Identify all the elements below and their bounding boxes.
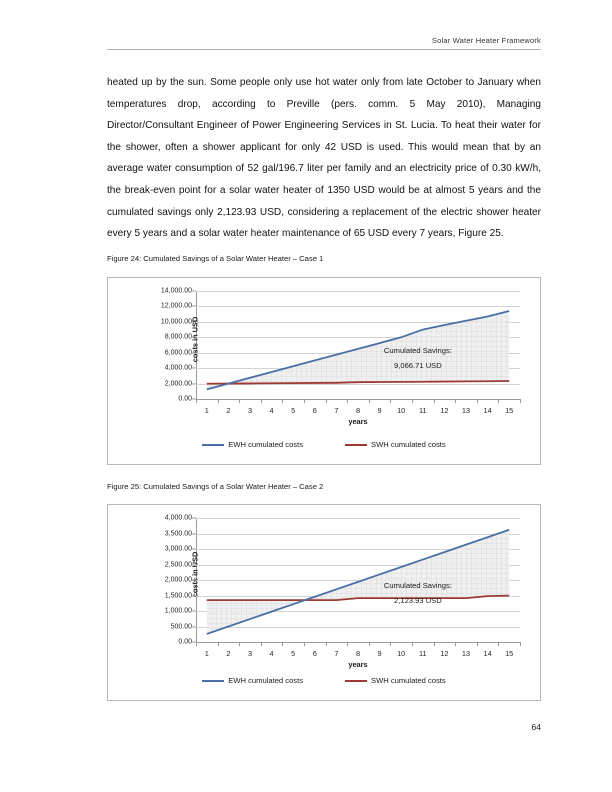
line-swatch-icon — [202, 444, 224, 446]
x-tick-label: 3 — [247, 649, 253, 658]
legend-item-swh — [345, 440, 446, 449]
x-tick-label: 12 — [440, 649, 449, 658]
x-tick-mark — [369, 642, 370, 646]
x-tick-mark — [390, 399, 391, 403]
x-tick-label: 1 — [204, 649, 209, 658]
legend-item-swh — [345, 676, 446, 685]
x-tick-mark — [347, 642, 348, 646]
x-tick-label: 1 — [204, 406, 209, 415]
figure-25-series-svg — [196, 518, 520, 642]
y-tick-label: 6,000.00 — [164, 349, 192, 357]
x-tick-label: 15 — [505, 406, 514, 415]
body-paragraph: heated up by the sun. Some people only use hot water only from late October to January when temperatures drop, according to Preville (pers. comm. 5 May 2010), Managing Director/Consultant Engineer of Power Engineering Services in St. Lucia. To heat their water for the shower, often a shower applicant for only 42 USD is used. This would mean that by an average water consumption of 52 gal/196.7 liter per family and an electricity price of 0.30 kW/h, the break-even point for a solar water heater of 1350 USD would be at almost 5 years and the cumulated savings only 2,123.93 USD, considering a replacement of the electric shower heater every 5 years and a solar water heater maintenance of 65 USD every 7 years, Figure 25. — [107, 77, 541, 240]
page-number: 64 — [531, 722, 541, 732]
y-tick-label: 0.00 — [178, 395, 192, 403]
legend-label-ewh: EWH cumulated costs — [228, 676, 303, 685]
x-tick-label: 13 — [461, 406, 471, 415]
x-tick-label: 4 — [269, 406, 274, 415]
x-tick-label: 5 — [291, 406, 296, 415]
x-tick-mark — [520, 399, 521, 403]
x-tick-mark — [218, 399, 219, 403]
savings-label: Cumulated Savings: — [383, 580, 452, 590]
x-tick-mark — [218, 642, 219, 646]
y-tick-label: 500.00 — [170, 623, 192, 630]
x-tick-label: 9 — [377, 406, 382, 415]
y-tick-label: 3,000.00 — [164, 545, 192, 553]
line-swatch-icon — [202, 680, 224, 682]
x-tick-mark — [390, 642, 391, 646]
x-tick-label: 6 — [312, 406, 317, 415]
line-swatch-icon — [345, 680, 367, 682]
y-tick-label: 8,000.00 — [164, 333, 192, 341]
x-tick-mark — [261, 399, 262, 403]
y-tick-label: 0.00 — [178, 638, 192, 646]
x-tick-label: 7 — [334, 406, 339, 415]
x-tick-label: 14 — [483, 406, 492, 415]
header-divider — [107, 49, 541, 50]
figure-24-x-axis — [196, 399, 520, 425]
y-tick-label: 10,000.00 — [160, 318, 192, 326]
x-tick-mark — [498, 642, 499, 646]
legend-item-ewh — [202, 440, 303, 449]
x-tick-label: 2 — [226, 406, 231, 415]
x-tick-mark — [434, 642, 435, 646]
x-tick-mark — [196, 642, 197, 646]
savings-label: Cumulated Savings: — [383, 345, 452, 355]
y-tick-label: 1,500.00 — [164, 592, 192, 599]
y-tick-label: 12,000.00 — [160, 302, 192, 310]
x-tick-label: 4 — [269, 649, 274, 658]
x-tick-mark — [412, 399, 413, 403]
y-tick-label: 2,000.00 — [164, 576, 192, 584]
y-tick-label: 3,500.00 — [164, 530, 192, 537]
x-tick-label: 8 — [355, 406, 361, 415]
legend-label-swh: SWH cumulated costs — [371, 440, 446, 449]
x-tick-mark — [455, 642, 456, 646]
x-tick-mark — [282, 642, 283, 646]
x-tick-mark — [282, 399, 283, 403]
x-tick-mark — [326, 399, 327, 403]
figure-25-plot-area — [164, 514, 520, 669]
x-tick-label: 11 — [418, 649, 427, 658]
figure-24-legend — [108, 440, 540, 449]
figure-24-plot-area — [160, 287, 520, 426]
x-tick-mark — [239, 642, 240, 646]
x-tick-mark — [412, 642, 413, 646]
x-tick-label: 14 — [483, 649, 492, 658]
x-tick-mark — [498, 399, 499, 403]
x-tick-mark — [520, 642, 521, 646]
y-tick-label: 4,000.00 — [164, 364, 192, 372]
figure-25-x-axis — [196, 642, 520, 668]
figure-25-x-axis-title: years — [348, 660, 368, 669]
legend-item-ewh — [202, 676, 303, 685]
running-head: Solar Water Heater Framework — [431, 36, 541, 45]
figure-25-caption: Figure 25: Cumulated Savings of a Solar Water Heater – Case 2 — [107, 482, 324, 491]
line-swatch-icon — [345, 444, 367, 446]
x-tick-mark — [304, 642, 305, 646]
figure-25-chart — [107, 504, 541, 701]
x-tick-mark — [196, 399, 197, 403]
y-tick-label: 2,500.00 — [164, 561, 192, 568]
figure-24-series-svg — [196, 291, 520, 399]
x-tick-mark — [455, 399, 456, 403]
page-header — [107, 36, 541, 50]
x-tick-label: 10 — [397, 649, 406, 658]
figure-25-legend — [108, 676, 540, 685]
x-tick-label: 12 — [440, 406, 449, 415]
x-tick-label: 13 — [461, 649, 471, 658]
figure-25-savings-annotation — [384, 578, 452, 608]
figure-24-y-axis-title: costs in USD — [190, 316, 200, 363]
x-tick-label: 9 — [377, 649, 382, 658]
x-tick-label: 2 — [226, 649, 231, 658]
x-tick-label: 11 — [418, 406, 427, 415]
x-tick-mark — [477, 642, 478, 646]
figure-24-chart — [107, 277, 541, 465]
x-tick-mark — [261, 642, 262, 646]
x-tick-label: 10 — [397, 406, 406, 415]
savings-value: 9,066.71 USD — [394, 360, 442, 370]
x-tick-mark — [326, 642, 327, 646]
x-tick-mark — [434, 399, 435, 403]
x-tick-mark — [304, 399, 305, 403]
x-tick-label: 7 — [334, 649, 339, 658]
x-tick-label: 6 — [312, 649, 317, 658]
x-tick-label: 5 — [291, 649, 296, 658]
x-tick-label: 15 — [505, 649, 514, 658]
figure-24-caption: Figure 24: Cumulated Savings of a Solar Water Heater – Case 1 — [107, 254, 324, 263]
x-tick-label: 3 — [247, 406, 253, 415]
x-tick-mark — [477, 399, 478, 403]
legend-label-ewh: EWH cumulated costs — [228, 440, 303, 449]
x-tick-mark — [239, 399, 240, 403]
savings-value: 2,123.93 USD — [394, 595, 442, 605]
y-tick-label: 1,000.00 — [164, 607, 192, 615]
x-tick-mark — [369, 399, 370, 403]
y-tick-label: 14,000.00 — [160, 287, 192, 295]
y-tick-label: 2,000.00 — [164, 380, 192, 388]
figure-24-x-axis-title: years — [348, 417, 368, 426]
figure-25-y-axis-title: costs in USD — [190, 551, 200, 598]
figure-24-savings-annotation — [384, 343, 452, 373]
legend-label-swh: SWH cumulated costs — [371, 676, 446, 685]
y-tick-label: 4,000.00 — [164, 514, 192, 522]
x-tick-label: 8 — [355, 649, 361, 658]
x-tick-mark — [347, 399, 348, 403]
